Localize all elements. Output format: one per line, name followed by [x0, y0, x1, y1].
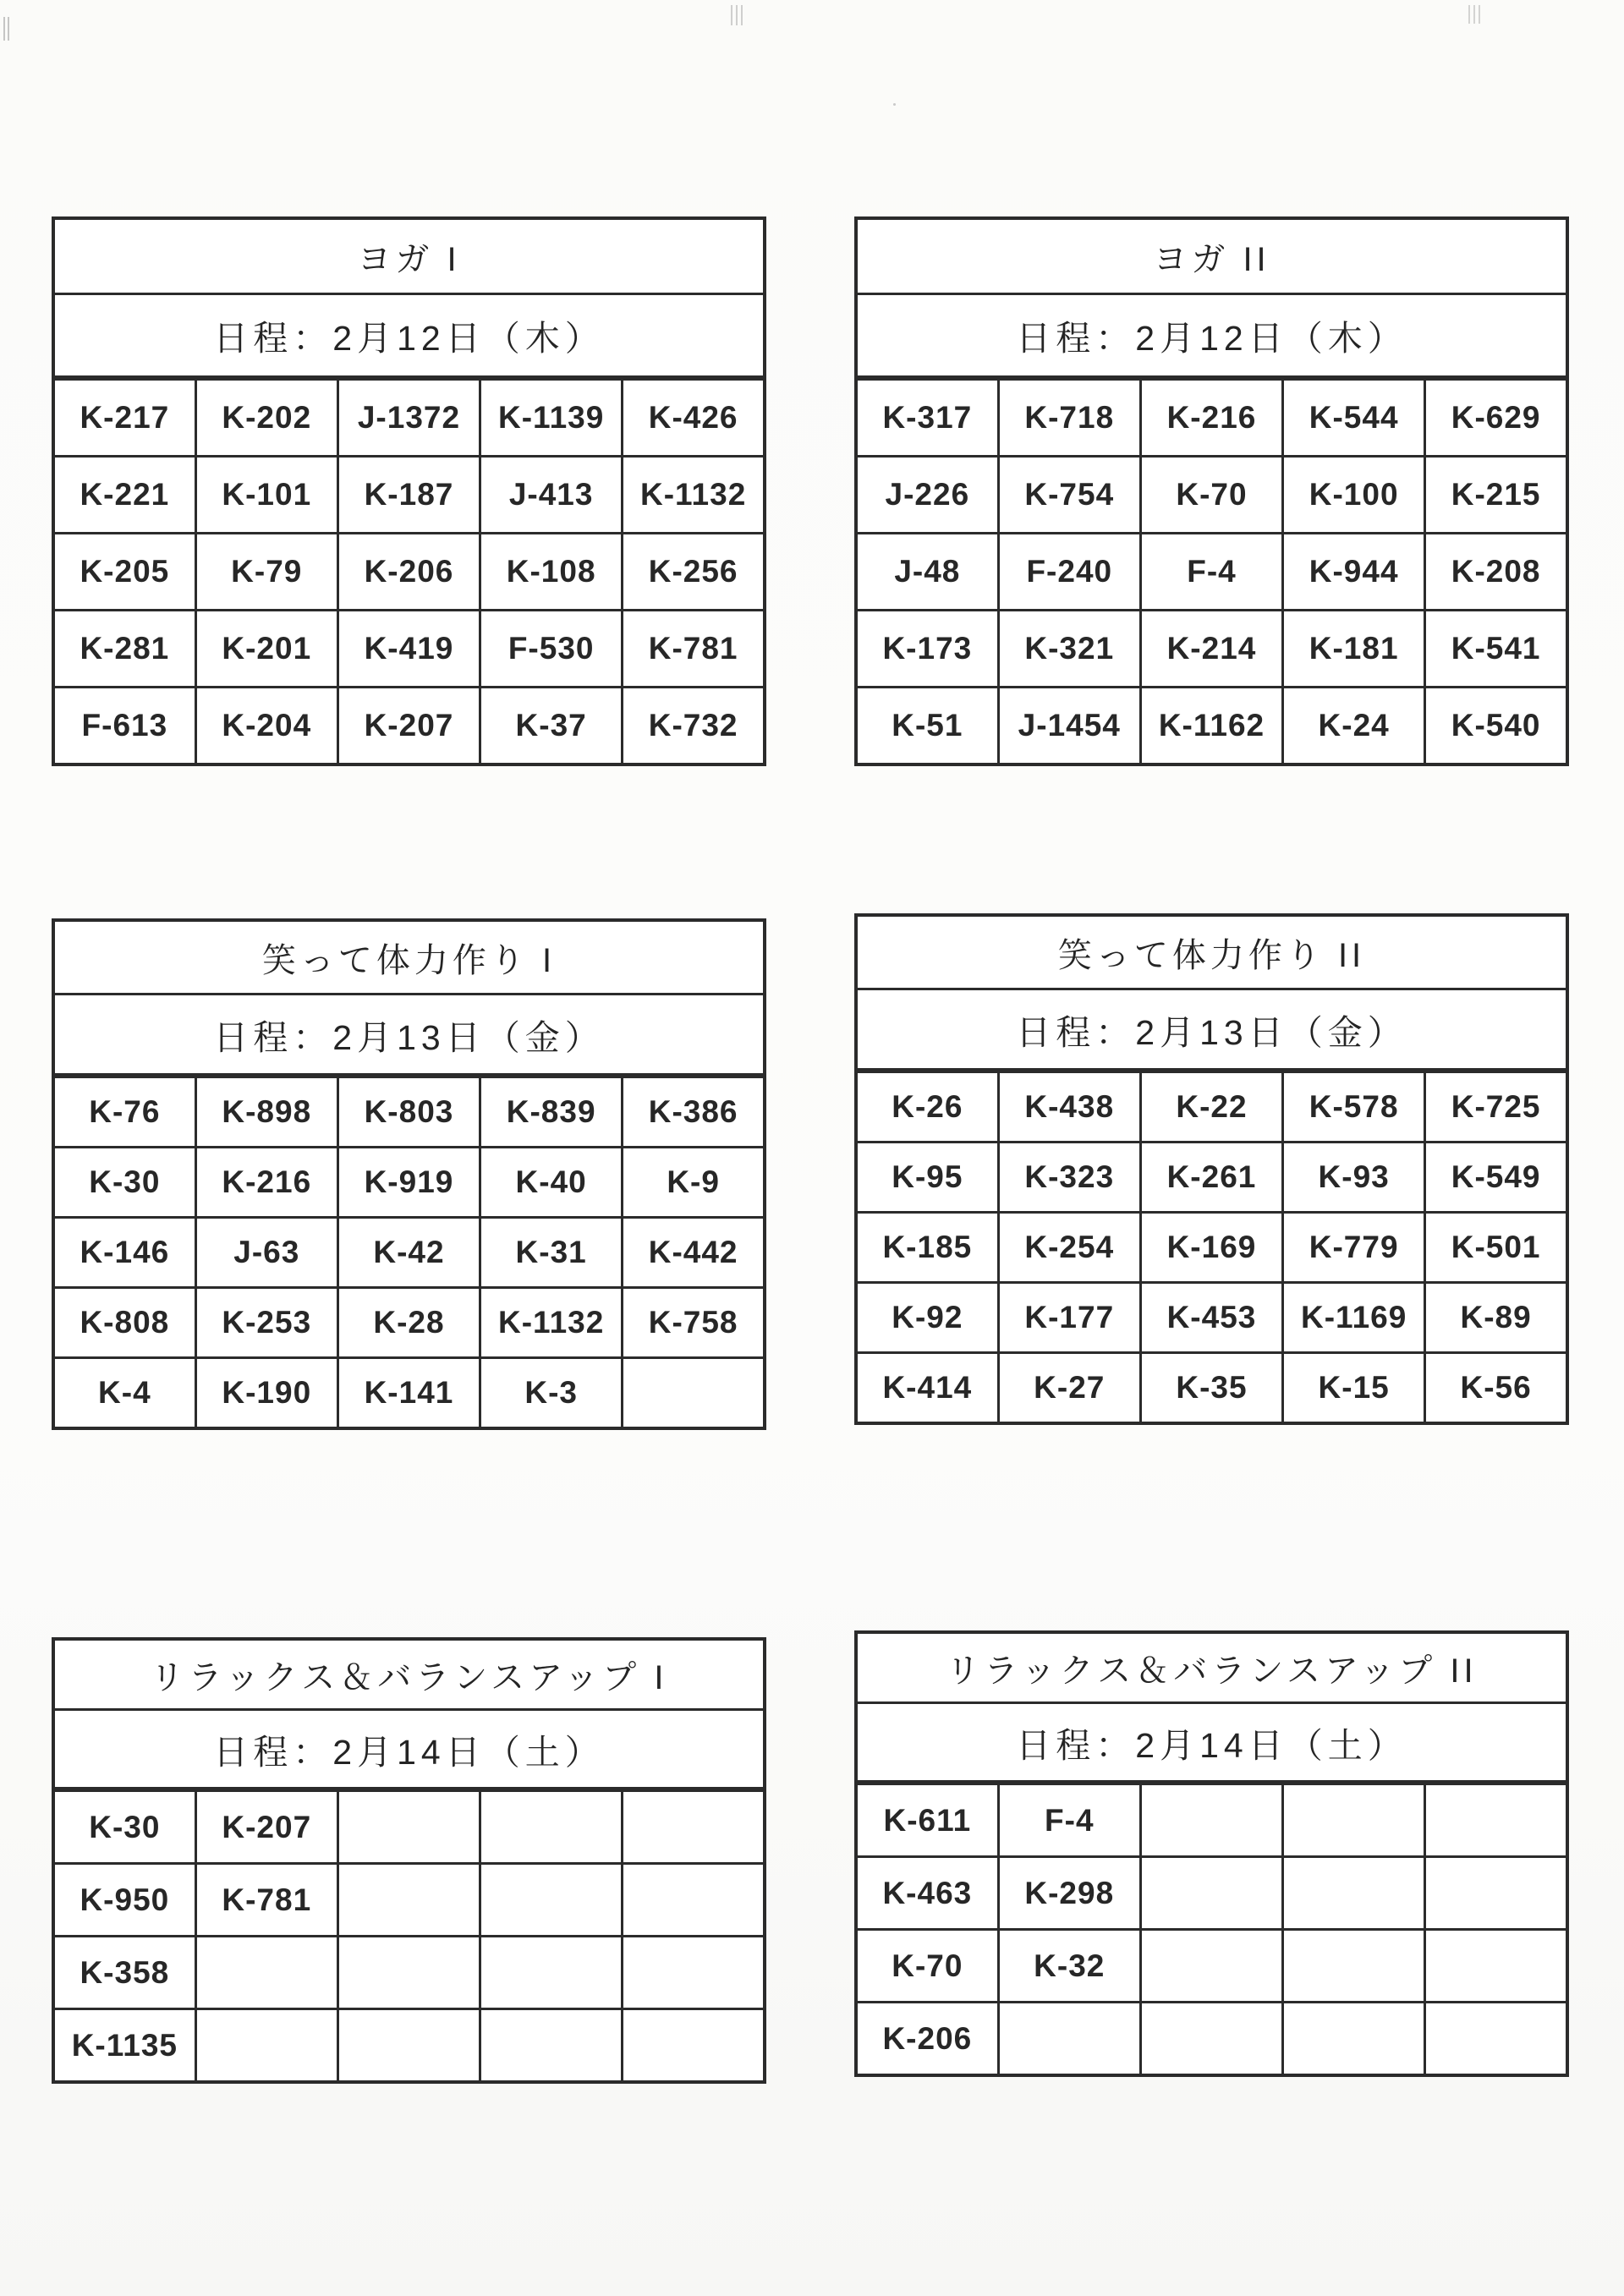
- code-cell: [1283, 1783, 1425, 1857]
- code-cell: K-323: [998, 1143, 1140, 1213]
- code-cell: K-51: [856, 688, 998, 765]
- code-cell: K-42: [337, 1218, 480, 1288]
- code-cell: K-215: [1425, 457, 1567, 534]
- code-cell: K-754: [998, 457, 1140, 534]
- table-date: 日程：2月13日（金）: [53, 995, 765, 1077]
- table-title: リラックス＆バランスアップ II: [856, 1632, 1567, 1703]
- code-cell: K-216: [1140, 378, 1282, 457]
- code-cell: K-37: [480, 688, 623, 765]
- table-relax-balance-1: [52, 1637, 766, 2084]
- code-cell: K-9: [623, 1148, 765, 1218]
- code-cell: [623, 1864, 765, 1937]
- code-cell: K-214: [1140, 611, 1282, 688]
- code-cell: K-40: [480, 1148, 623, 1218]
- code-cell: K-22: [1140, 1071, 1282, 1143]
- code-cell: [480, 1864, 623, 1937]
- code-cell: K-27: [998, 1353, 1140, 1424]
- code-cell: K-463: [856, 1857, 998, 1930]
- code-cell: J-63: [195, 1218, 337, 1288]
- table-relax-balance-2: [854, 1630, 1569, 2077]
- code-cell: K-32: [998, 1930, 1140, 2003]
- table-yoga-2: [854, 216, 1569, 766]
- code-cell: K-204: [195, 688, 337, 765]
- code-cell: [1140, 1930, 1282, 2003]
- code-cell: K-24: [1283, 688, 1425, 765]
- code-cell: K-3: [480, 1358, 623, 1429]
- code-cell: [623, 1937, 765, 2009]
- code-cell: K-173: [856, 611, 998, 688]
- code-cell: K-1132: [623, 457, 765, 534]
- code-cell: K-803: [337, 1076, 480, 1148]
- code-cell: K-540: [1425, 688, 1567, 765]
- code-cell: K-4: [53, 1358, 195, 1429]
- table-yoga-1: [52, 216, 766, 766]
- code-cell: K-201: [195, 611, 337, 688]
- code-cell: [1425, 1857, 1567, 1930]
- code-cell: [480, 1789, 623, 1864]
- code-cell: K-718: [998, 378, 1140, 457]
- scan-artifact: [3, 17, 12, 41]
- code-cell: K-1135: [53, 2009, 195, 2083]
- table-date: 日程：2月12日（木）: [856, 294, 1567, 379]
- table-title: リラックス＆バランスアップ I: [53, 1639, 765, 1710]
- code-cell: K-611: [856, 1783, 998, 1857]
- code-cell: K-1139: [480, 378, 623, 457]
- code-cell: [1140, 2003, 1282, 2076]
- code-cell: K-944: [1283, 534, 1425, 611]
- code-cell: K-919: [337, 1148, 480, 1218]
- code-cell: K-28: [337, 1288, 480, 1358]
- code-cell: [337, 1864, 480, 1937]
- code-cell: K-578: [1283, 1071, 1425, 1143]
- code-cell: [1425, 2003, 1567, 2076]
- code-cell: K-317: [856, 378, 998, 457]
- code-cell: K-358: [53, 1937, 195, 2009]
- code-cell: K-1132: [480, 1288, 623, 1358]
- table-title: ヨガ I: [53, 218, 765, 294]
- code-cell: K-781: [623, 611, 765, 688]
- code-cell: [195, 2009, 337, 2083]
- scan-artifact: [1468, 5, 1484, 24]
- code-cell: K-30: [53, 1789, 195, 1864]
- code-cell: K-544: [1283, 378, 1425, 457]
- code-cell: [1283, 1857, 1425, 1930]
- code-cell: K-725: [1425, 1071, 1567, 1143]
- code-cell: J-1372: [337, 378, 480, 457]
- code-cell: [623, 2009, 765, 2083]
- code-cell: K-141: [337, 1358, 480, 1429]
- code-cell: K-95: [856, 1143, 998, 1213]
- code-cell: [1140, 1857, 1282, 1930]
- table-date: 日程：2月13日（金）: [856, 989, 1567, 1071]
- scan-speck: [893, 103, 896, 106]
- code-cell: K-206: [856, 2003, 998, 2076]
- code-cell: K-208: [1425, 534, 1567, 611]
- code-cell: K-177: [998, 1283, 1140, 1353]
- table-date: 日程：2月14日（土）: [856, 1703, 1567, 1784]
- table-date: 日程：2月12日（木）: [53, 294, 765, 379]
- code-cell: [1283, 2003, 1425, 2076]
- code-cell: K-442: [623, 1218, 765, 1288]
- code-cell: K-298: [998, 1857, 1140, 1930]
- code-cell: K-70: [856, 1930, 998, 2003]
- code-cell: [1283, 1930, 1425, 2003]
- code-cell: K-549: [1425, 1143, 1567, 1213]
- code-cell: J-1454: [998, 688, 1140, 765]
- code-cell: K-185: [856, 1213, 998, 1283]
- code-cell: K-207: [195, 1789, 337, 1864]
- code-cell: K-35: [1140, 1353, 1282, 1424]
- code-cell: [623, 1358, 765, 1429]
- code-cell: F-530: [480, 611, 623, 688]
- code-cell: K-216: [195, 1148, 337, 1218]
- code-cell: K-30: [53, 1148, 195, 1218]
- code-cell: K-207: [337, 688, 480, 765]
- code-cell: K-169: [1140, 1213, 1282, 1283]
- code-cell: K-1169: [1283, 1283, 1425, 1353]
- code-cell: K-501: [1425, 1213, 1567, 1283]
- code-cell: J-48: [856, 534, 998, 611]
- table-warai-tairyoku-2: [854, 913, 1569, 1425]
- code-cell: K-758: [623, 1288, 765, 1358]
- code-cell: K-253: [195, 1288, 337, 1358]
- code-cell: [337, 2009, 480, 2083]
- code-cell: K-206: [337, 534, 480, 611]
- code-cell: K-108: [480, 534, 623, 611]
- code-cell: K-254: [998, 1213, 1140, 1283]
- code-cell: K-779: [1283, 1213, 1425, 1283]
- code-cell: K-438: [998, 1071, 1140, 1143]
- code-cell: F-240: [998, 534, 1140, 611]
- code-cell: [480, 2009, 623, 2083]
- code-cell: K-898: [195, 1076, 337, 1148]
- code-cell: K-187: [337, 457, 480, 534]
- code-cell: K-839: [480, 1076, 623, 1148]
- code-cell: K-146: [53, 1218, 195, 1288]
- code-cell: K-261: [1140, 1143, 1282, 1213]
- scan-artifact: [731, 5, 746, 25]
- code-cell: K-1162: [1140, 688, 1282, 765]
- code-cell: K-31: [480, 1218, 623, 1288]
- table-date: 日程：2月14日（土）: [53, 1710, 765, 1790]
- code-cell: [623, 1789, 765, 1864]
- code-cell: K-386: [623, 1076, 765, 1148]
- code-cell: K-205: [53, 534, 195, 611]
- code-cell: K-453: [1140, 1283, 1282, 1353]
- code-cell: K-181: [1283, 611, 1425, 688]
- code-cell: K-56: [1425, 1353, 1567, 1424]
- code-cell: K-321: [998, 611, 1140, 688]
- code-cell: K-414: [856, 1353, 998, 1424]
- code-cell: [1425, 1930, 1567, 2003]
- code-cell: K-217: [53, 378, 195, 457]
- code-cell: K-190: [195, 1358, 337, 1429]
- code-cell: [337, 1789, 480, 1864]
- code-cell: K-419: [337, 611, 480, 688]
- code-cell: J-226: [856, 457, 998, 534]
- code-cell: K-426: [623, 378, 765, 457]
- code-cell: K-541: [1425, 611, 1567, 688]
- code-cell: K-92: [856, 1283, 998, 1353]
- code-cell: K-76: [53, 1076, 195, 1148]
- code-cell: K-732: [623, 688, 765, 765]
- code-cell: K-26: [856, 1071, 998, 1143]
- code-cell: K-781: [195, 1864, 337, 1937]
- code-cell: K-89: [1425, 1283, 1567, 1353]
- table-title: ヨガ II: [856, 218, 1567, 294]
- code-cell: [1140, 1783, 1282, 1857]
- code-cell: K-950: [53, 1864, 195, 1937]
- code-cell: K-808: [53, 1288, 195, 1358]
- code-cell: K-256: [623, 534, 765, 611]
- table-warai-tairyoku-1: [52, 918, 766, 1430]
- code-cell: F-613: [53, 688, 195, 765]
- code-cell: [998, 2003, 1140, 2076]
- code-cell: [195, 1937, 337, 2009]
- code-cell: K-15: [1283, 1353, 1425, 1424]
- code-cell: K-281: [53, 611, 195, 688]
- code-cell: K-202: [195, 378, 337, 457]
- code-cell: K-93: [1283, 1143, 1425, 1213]
- code-cell: [337, 1937, 480, 2009]
- code-cell: K-629: [1425, 378, 1567, 457]
- code-cell: K-70: [1140, 457, 1282, 534]
- table-title: 笑って体力作り I: [53, 920, 765, 995]
- code-cell: K-221: [53, 457, 195, 534]
- code-cell: F-4: [1140, 534, 1282, 611]
- code-cell: J-413: [480, 457, 623, 534]
- code-cell: [480, 1937, 623, 2009]
- code-cell: K-101: [195, 457, 337, 534]
- table-title: 笑って体力作り II: [856, 915, 1567, 989]
- code-cell: [1425, 1783, 1567, 1857]
- code-cell: K-79: [195, 534, 337, 611]
- code-cell: F-4: [998, 1783, 1140, 1857]
- code-cell: K-100: [1283, 457, 1425, 534]
